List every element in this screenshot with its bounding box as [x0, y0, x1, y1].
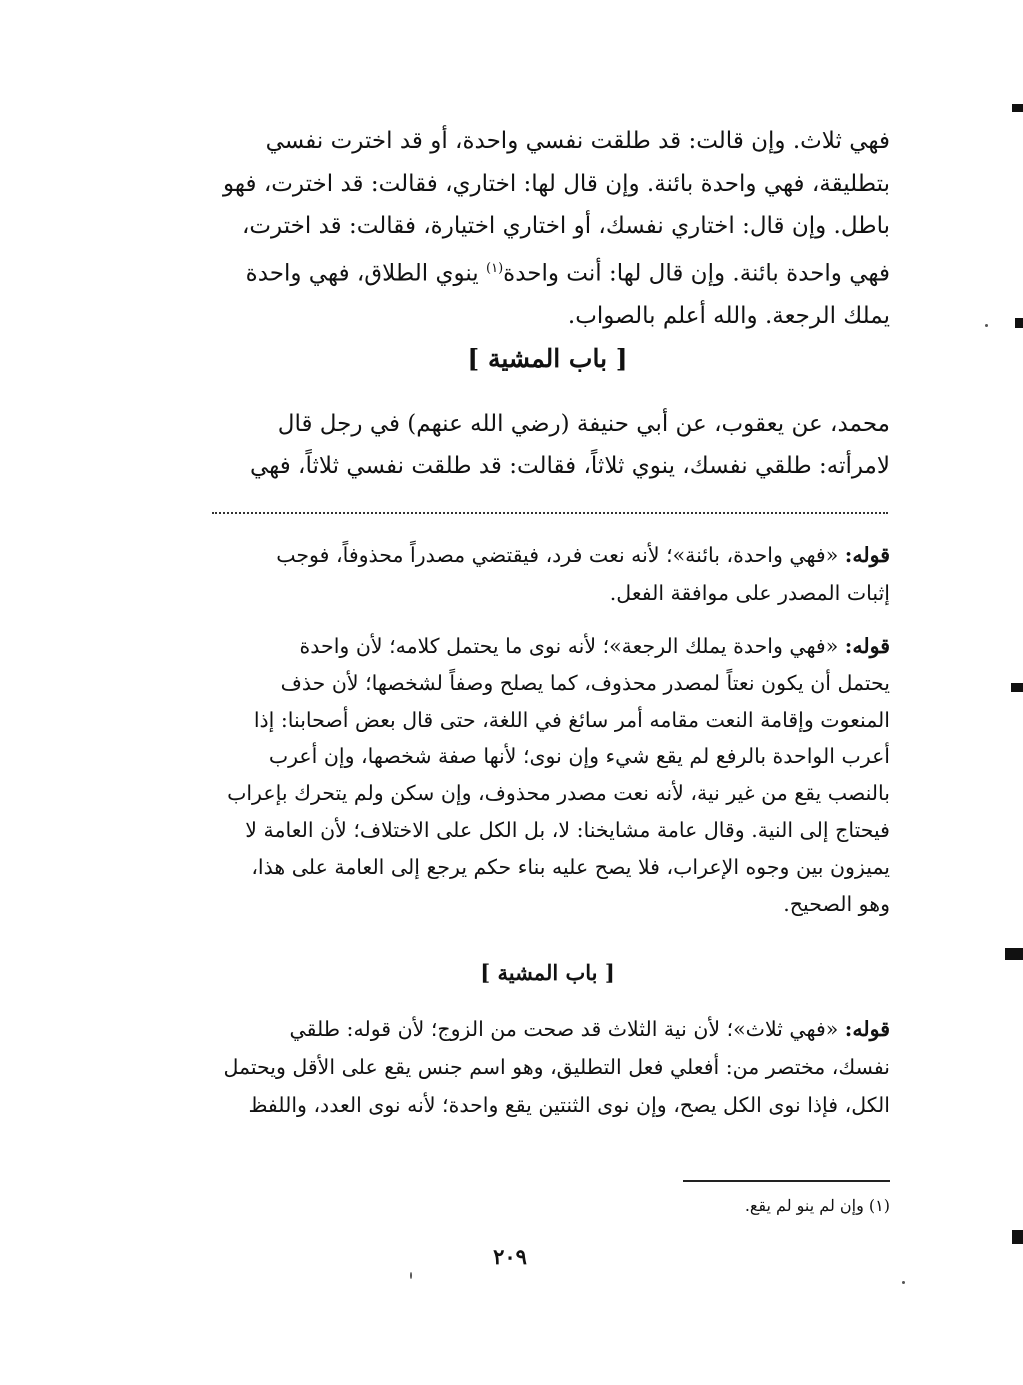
scan-edge-mark: [1012, 104, 1023, 112]
text-segment: «فهي واحدة يملك الرجعة»؛ لأنه نوى ما يحتمل كلامه؛ لأن واحدة: [299, 634, 845, 658]
text-line: المنعوت وإقامة النعت مقامه أمر سائغ في اللغة، حتى قال بعض أصحابنا: إذا: [253, 707, 890, 732]
dotted-separator: [212, 512, 888, 514]
text-line: وهو الصحيح.: [783, 891, 890, 916]
text-line: [205, 536, 890, 574]
text-segment: «فهي واحدة، بائنة»؛ لأنه نعت فرد، فيقتضي مصدراً محذوفاً، فوجب: [276, 543, 845, 567]
scan-edge-mark: [1012, 1230, 1023, 1244]
footnote-marker: (١): [486, 260, 504, 276]
text-line: باطل. وإن قال: اختاري نفسك، أو اختاري اختيارة، فقالت: قد اخترت،: [241, 213, 890, 240]
main-text: [205, 120, 890, 338]
main-text-2: [205, 403, 890, 487]
text-line: لامرأته: طلقي نفسك، ينوي ثلاثاً، فقالت: قد طلقت نفسي ثلاثاً، فهي: [249, 453, 890, 479]
text-line: بتطليقة، فهي واحدة بائنة. وإن قال لها: اختاري، فقالت: قد اخترت، فهو: [223, 170, 890, 197]
scan-speck: [902, 1281, 905, 1284]
page-number: ٢٠٩: [493, 1244, 527, 1269]
text-line: الكل، فإذا نوى الكل يصح، وإن نوى الثنتين يقع واحدة؛ لأنه نوى العدد، واللفظ: [248, 1093, 890, 1117]
text-line: بالنصب يقع من غير نية، لأنه نعت مصدر محذوف، وإن سكن ولم يتحرك بإعراب: [227, 781, 890, 806]
section-heading: [ باب المشية ]: [467, 344, 628, 373]
scan-edge-mark: [1005, 948, 1023, 960]
scan-edge-mark: [1015, 318, 1023, 328]
scan-speck: [985, 324, 988, 327]
commentary-paragraph: [205, 536, 890, 612]
scan-edge-mark: [1011, 683, 1023, 692]
scan-speck: [410, 1272, 412, 1279]
text-line: [205, 248, 890, 295]
text-segment: ينوي الطلاق، فهي واحدة: [245, 260, 486, 287]
text-line: يميزون بين وجوه الإعراب، فلا يصح عليه بناء حكم يرجع إلى العامة على هذا،: [251, 854, 890, 879]
qawl-label: قوله:: [844, 1017, 890, 1041]
text-line: يحتمل أن يكون نعتاً لمصدر محذوف، كما يصلح وصفاً لشخصها؛ لأن حذف: [280, 670, 890, 695]
text-line: [205, 628, 890, 665]
footnote-rule: [683, 1180, 890, 1182]
footnote: [205, 1193, 890, 1219]
commentary-paragraph: [205, 628, 890, 922]
section-heading: [ باب المشية ]: [480, 960, 615, 985]
text-line: إثبات المصدر على موافقة الفعل.: [609, 581, 890, 605]
qawl-label: قوله:: [844, 543, 890, 567]
text-line: أعرب الواحدة بالرفع لم يقع شيء وإن نوى؛ لأنها صفة شخصها، وإن أعرب: [268, 744, 890, 769]
text-line: فهي ثلاث. وإن قالت: قد طلقت نفسي واحدة، أو قد اخترت نفسي: [265, 128, 890, 154]
text-line: [205, 1010, 890, 1048]
qawl-label: قوله:: [844, 634, 890, 658]
commentary-paragraph: [205, 1010, 890, 1124]
text-line: فيحتاج إلى النية. وقال عامة مشايخنا: لا، بل الكل على الاختلاف؛ لأن العامة لا: [245, 817, 890, 842]
text-segment: «فهي ثلاث»؛ لأن نية الثلاث قد صحت من الزوج؛ لأن قوله: طلقي: [289, 1017, 845, 1041]
footnote-text: (١) وإن لم ينو لم يقع.: [744, 1196, 890, 1215]
text-line: محمد، عن يعقوب، عن أبي حنيفة (رضي الله عنهم) في رجل قال: [277, 411, 890, 437]
text-line: نفسك، مختصر من: أفعلي فعل التطليق، وهو اسم جنس يقع على الأقل ويحتمل: [223, 1055, 890, 1079]
text-segment: فهي واحدة بائنة. وإن قال لها: أنت واحدة: [503, 260, 890, 287]
text-line: يملك الرجعة. والله أعلم بالصواب.: [567, 303, 890, 330]
